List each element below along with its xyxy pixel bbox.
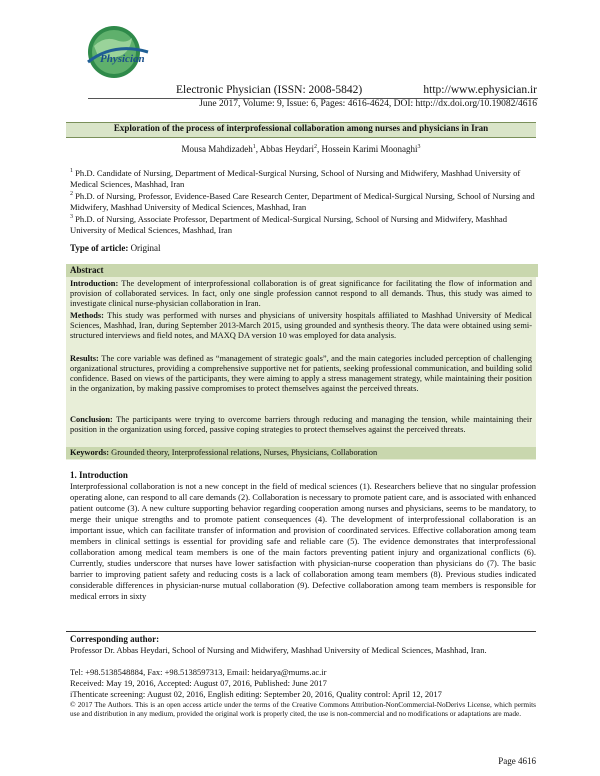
- affiliation-text: Ph.D. of Nursing, Associate Professor, Department of Medical-Surgical Nursing, School of Nursing and Midwifery, Mashhad University of Medical Sciences, Mashhad, Iran: [70, 213, 508, 236]
- article-type-value: Original: [128, 243, 161, 253]
- copyright-notice: © 2017 The Authors. This is an open access article under the terms of the Creative Commons Attribution-NonCommercial-NoDerivs License, which permits use and distribution in any medium, provided the original work is properly cited, the use is non-commercial and no modifications or adaptations are made.: [70, 700, 536, 719]
- affiliation-text: Ph.D. of Nursing, Professor, Evidence-Based Care Research Center, Department of Medical-Surgical Nursing, School of Nursing and Midwifery, Mashhad University of Medical Sciences, Mashhad, Iran: [70, 190, 535, 213]
- footer-rule: [66, 631, 536, 632]
- author-name: Abbas Heydari: [259, 144, 314, 154]
- corresponding-address: Professor Dr. Abbas Heydari, School of Nursing and Midwifery, Mashhad University of Medical Sciences, Mashhad, Iran.: [70, 645, 487, 655]
- electronic-physician-logo: [80, 22, 154, 82]
- keywords-text: Grounded theory, Interprofessional relations, Nurses, Physicians, Collaboration: [109, 448, 378, 457]
- affiliation: [70, 189, 536, 214]
- keywords-label: Keywords:: [70, 448, 110, 457]
- author-sup: 1: [252, 144, 256, 150]
- abstract-label: Methods:: [70, 311, 104, 320]
- abstract-text: The participants were trying to overcome barriers through reducing and managing the tension, while maintaining their position in the organization using forced, passive coping strategies to protect themselves against the perceived threats.: [70, 415, 532, 434]
- affiliation: [70, 166, 536, 191]
- abstract-label: Conclusion:: [70, 415, 113, 424]
- abstract-text: The core variable was defined as “management of strategic goals”, and the main categories included perception of challenging organizational structures, providing a comprehensive supportive net for patients, seeking professional communication, and building solid confidence. Based on views of the participants, they were aiming to apply a stress management strategy, while maintaining their position in the organization, by making passive compromises to protect themselves against the perceived threats.: [70, 354, 532, 393]
- author-name: Hossein Karimi Moonaghi: [321, 144, 418, 154]
- corresponding-contact: Tel: +98.5138548884, Fax: +98.5138597313, Email: heidarya@mums.ac.ir: [70, 667, 327, 677]
- affiliation-sup: 3: [70, 214, 73, 220]
- author-name: Mousa Mahdizadeh: [181, 144, 253, 154]
- author-list: [66, 144, 536, 154]
- author-sup: 3: [417, 144, 421, 150]
- abstract-label: Results:: [70, 354, 99, 363]
- article-type: [70, 243, 161, 253]
- section-heading: 1. Introduction: [70, 470, 128, 480]
- abstract-text: This study was performed with nurses and physicians of university hospitals affiliated to Mashhad University of Medical Sciences, Mashhad, Iran, during September 2013-March 2015, using grounded and synthesis theory. The data were obtained using semi-structured interviews and field notes, and MAXQ DA version 10 was employed for data analysis.: [70, 311, 532, 340]
- affiliation-sup: 2: [70, 191, 73, 197]
- screening-dates: iThenticate screening: August 02, 2016, English editing: September 20, 2016, Quality control: April 12, 2017: [70, 689, 442, 699]
- abstract-methods: [70, 311, 532, 341]
- author-sep: ,: [255, 144, 260, 154]
- abstract-results: [70, 354, 532, 394]
- author-sep: ,: [316, 144, 322, 154]
- corresponding-author-heading: Corresponding author:: [70, 634, 160, 644]
- article-dates: Received: May 19, 2016, Accepted: August 07, 2016, Published: June 2017: [70, 678, 327, 688]
- keywords: [70, 448, 377, 458]
- abstract-introduction: [70, 279, 532, 309]
- abstract-heading: Abstract: [66, 264, 538, 277]
- abstract-text: The development of interprofessional collaboration is of great significance for facilitating the flow of information and provision of collaborated services. In fact, only one single profession cannot respond to all demands. Thus, this study was aimed to investigate clinical nurse-physician collaboration in Iran.: [70, 279, 532, 308]
- introduction-text: Interprofessional collaboration is not a new concept in the field of medical sciences (1). Researchers believe that no singular profession operating alone, can respond to all care demands (2). Collaboration is necessary to promote patient care, and is associated with enhanced patient outcome (3). A new culture supporting behavior regarding cooperation among nurses and physicians, seems to be mandatory, to merge their unique strengths and to promote patient consequences (4). The development of interprofessional collaboration is an important issue, which can facilitate transfer of information and provision of coordinated services. Effective collaboration among team members in clinical settings is essential for providing safe and reliable care (5). The evidence demonstrates that interprofessional collaboration among medical team members is one of the main factors preventing patient injury and organizational conflicts (6). Currently, studies underscore that nurses have lower satisfaction with physician-nurse cooperation than physicians do (7). The basic barrier to improving patient safety and reducing costs is a lack of collaboration among team members (8). Previous studies indicated considerable differences in physician-nurse mutual collaboration (9). Defective collaboration among team members is responsible for medical errors in sixty: [70, 481, 536, 601]
- abstract-conclusion: [70, 415, 532, 435]
- page-number: Page 4616: [498, 756, 536, 766]
- affiliation-text: Ph.D. Candidate of Nursing, Department of Medical-Surgical Nursing, School of Nursing and Midwifery, Mashhad University of Medical Sciences, Mashhad, Iran: [70, 167, 521, 190]
- issue-line: June 2017, Volume: 9, Issue: 6, Pages: 4616-4624, DOI: http://dx.doi.org/10.19082/4616: [199, 99, 537, 109]
- author-sup: 2: [313, 144, 317, 150]
- abstract-label: Introduction:: [70, 279, 119, 288]
- affiliation-sup: 1: [70, 168, 73, 174]
- article-title: Exploration of the process of interprofessional collaboration among nurses and physicians in Iran: [113, 123, 489, 133]
- affiliation: [70, 212, 536, 237]
- journal-name: Electronic Physician (ISSN: 2008-5842): [176, 84, 363, 96]
- article-type-label: Type of article:: [70, 243, 129, 253]
- svg-text:Physician: Physician: [100, 53, 145, 65]
- journal-url[interactable]: http://www.ephysician.ir: [423, 84, 537, 96]
